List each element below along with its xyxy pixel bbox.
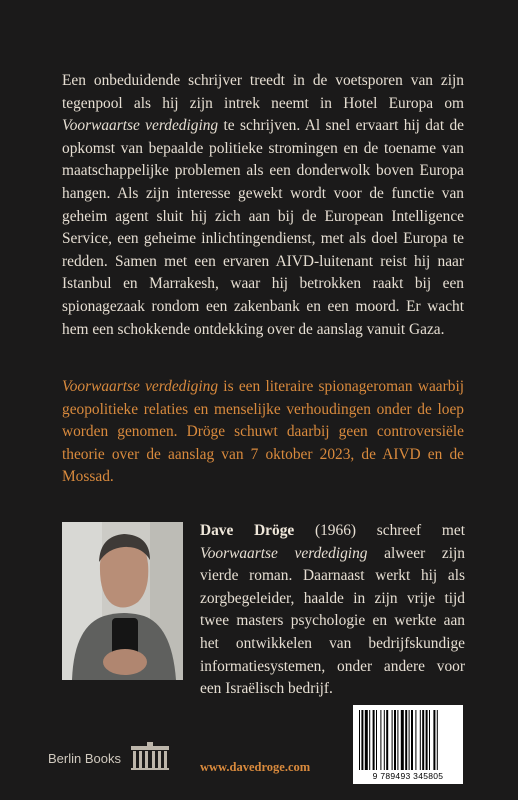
author-book-title: Voorwaartse verdediging bbox=[200, 544, 368, 562]
blurb-2-text: is een literaire spionageroman waarbij geopolitieke relaties en menselijke verhoudingen onder de loep worden genomen. Dröge schuwt daarbij geen controversiële theorie over de aanslag van 7 oktober 2023, de AIVD en de Mossad. bbox=[62, 378, 465, 486]
isbn-number: 9 789493 345805 bbox=[372, 771, 444, 781]
author-name: Dave Dröge bbox=[200, 522, 295, 539]
blurb-2-book-title: Voorwaartse verdediging bbox=[62, 378, 219, 395]
isbn-barcode bbox=[353, 705, 463, 784]
blurb-book-title: Voorwaartse verdediging bbox=[62, 117, 219, 135]
author-photo bbox=[62, 522, 183, 680]
blurb-paragraph-1 bbox=[62, 70, 464, 341]
author-bio-text: alweer zijn vierde roman. Daarnaast werkt hij als zorgbegeleider, haalde in zijn vrije tijd twee masters psychologie en werkte aan het ontwikkelen van bedrijfskundige informatiesystemen, onder andere voor een Israëlisch bedrijf. bbox=[200, 544, 465, 698]
brandenburg-gate-icon bbox=[129, 741, 171, 776]
blurb-paragraph-2 bbox=[62, 376, 464, 489]
author-bio bbox=[200, 520, 465, 701]
blurb-text-a: Een onbeduidende schrijver treedt in de voetsporen van zijn tegenpool als hij zijn intrek neemt in Hotel Europa om bbox=[62, 72, 464, 112]
blurb-text-b: te schrijven. Al snel ervaart hij dat de opkomst van bepaalde politieke stromingen en de toename van maatschappelijke problemen als een donderwolk boven Europa hangen. Als zijn interesse gewekt wordt voor de functie van geheim agent sluit hij zich aan bij de European Intelligence Service, een geheime inlichtingendienst, met als doel Europa te redden. Samen met een ervaren AIVD-luitenant reist hij naar Istanbul en Marrakesh, waar hij betrokken raakt bij een spionagezaak rondom een zakenbank en een moord. Er wacht hem een schokkende ontdekking over de aanslag vanuit Gaza. bbox=[62, 117, 464, 338]
publisher-logo bbox=[48, 738, 171, 778]
website-link[interactable]: www.davedroge.com bbox=[200, 760, 311, 774]
author-years: (1966) schreef met bbox=[294, 522, 465, 539]
publisher-name: Berlin Books bbox=[48, 750, 121, 766]
